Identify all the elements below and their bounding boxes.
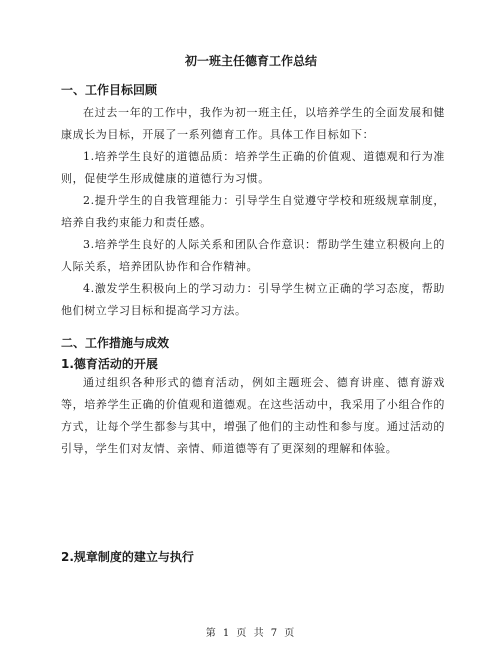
section2-sub1-paragraph: 通过组织各种形式的德育活动，例如主题班会、德育讲座、德育游戏等，培养学生正确的价值观和道德观。在这些活动中，我采用了小组合作的方式，让每个学生都参与其中，增强了他们的主动性和参与度。通过活动的引导，学生们对友情、亲情、师道德等有了更深刻的理解和体验。 (61, 376, 445, 455)
section2-sub2-heading: 2.规章制度的建立与执行 (61, 550, 194, 564)
section1-item-1: 1.培养学生良好的道德品质：培养学生正确的价值观、道德观和行为准则，促使学生形成健康的道德行为习惯。 (61, 150, 445, 185)
section1-intro-paragraph: 在过去一年的工作中，我作为初一班主任，以培养学生的全面发展和健康成长为目标，开展了一系列德育工作。具体工作目标如下： (61, 106, 445, 141)
section2-heading: 二、工作措施与成效 (61, 336, 170, 350)
section2-sub1-heading: 1.德育活动的开展 (61, 357, 158, 371)
section1-item-3: 3.培养学生良好的人际关系和团队合作意识：帮助学生建立积极向上的人际关系，培养团队协作和合作精神。 (61, 238, 445, 273)
section1-item-2: 2.提升学生的自我管理能力：引导学生自觉遵守学校和班级规章制度，培养自我约束能力和责任感。 (61, 194, 445, 229)
page-number-footer: 第 1 页 共 7 页 (205, 628, 297, 639)
document-title: 初一班主任德育工作总结 (184, 54, 317, 68)
section1-heading: 一、工作目标回顾 (61, 83, 158, 97)
section1-item-4: 4.激发学生积极向上的学习动力：引导学生树立正确的学习态度，帮助他们树立学习目标和提高学习方法。 (61, 282, 445, 317)
